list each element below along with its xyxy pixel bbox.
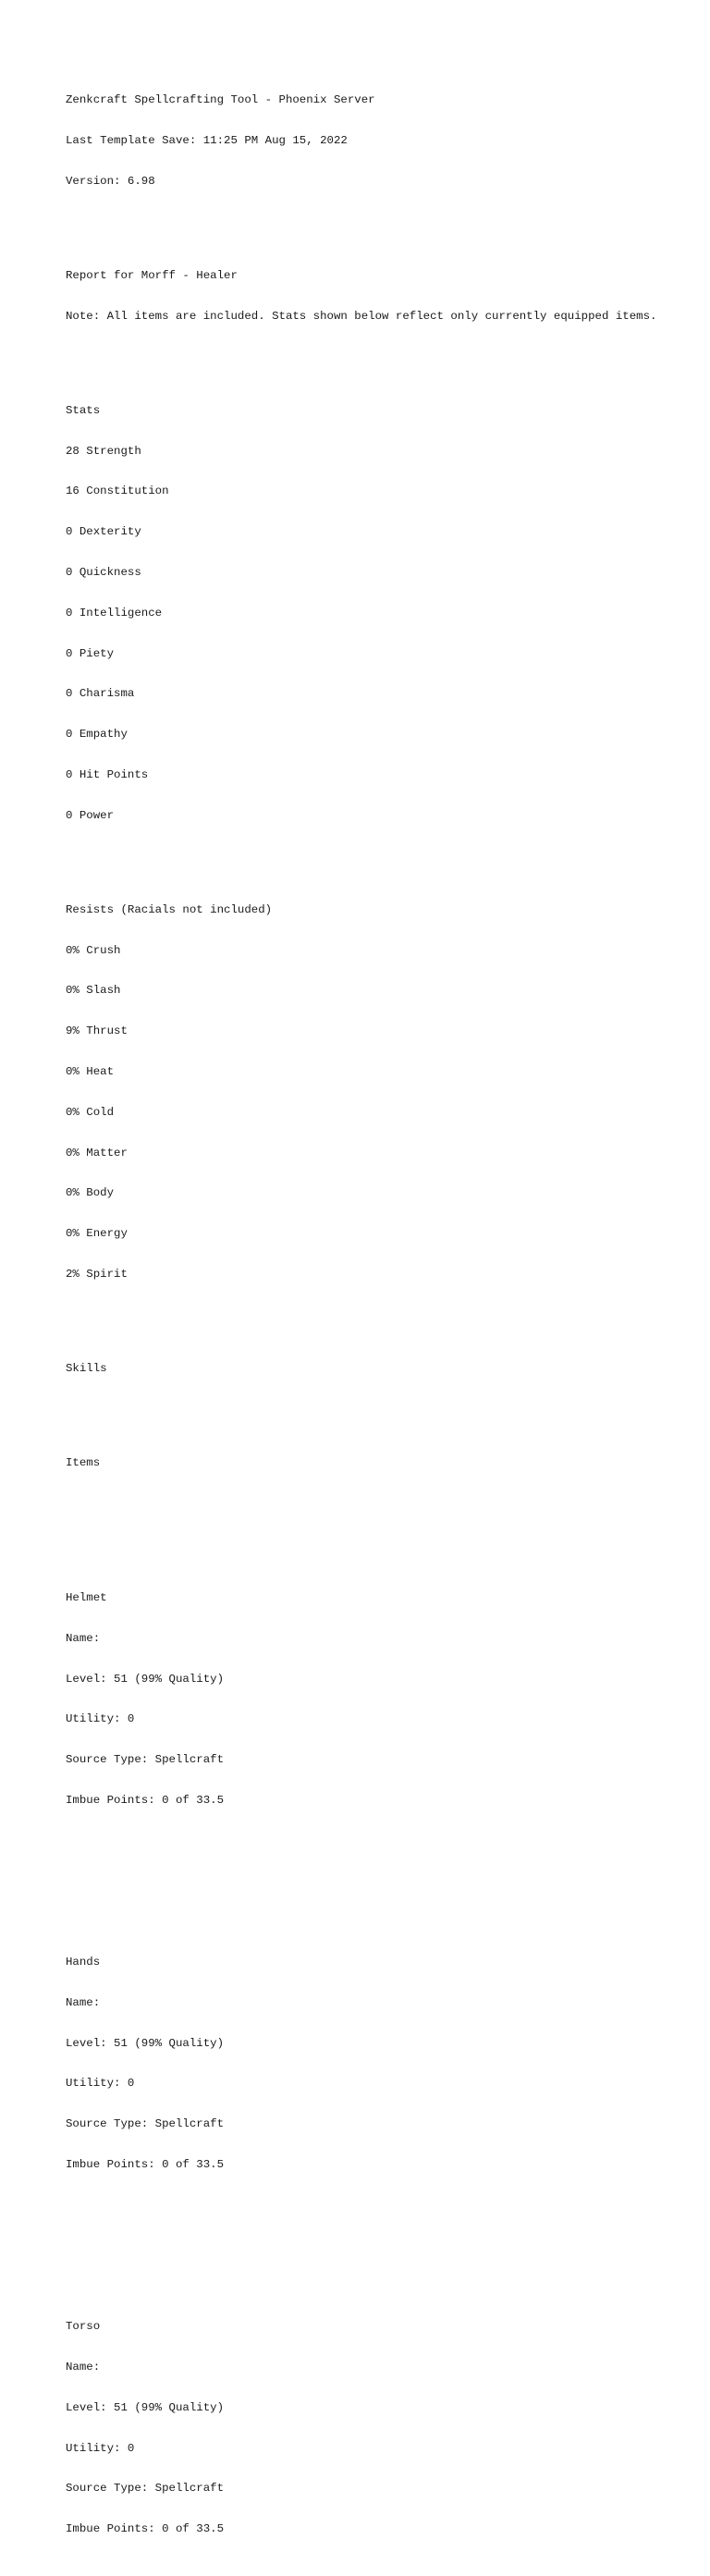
item-name: Name: bbox=[66, 1631, 101, 1645]
version-line: Version: 6.98 bbox=[66, 174, 155, 188]
stat-line: 0 Charisma bbox=[66, 687, 135, 701]
stat-line: 0 Quickness bbox=[66, 565, 141, 579]
stat-line: 0 Empathy bbox=[66, 728, 128, 742]
item-level: Level: 51 (99% Quality) bbox=[66, 2400, 225, 2414]
item-utility: Utility: 0 bbox=[66, 1712, 135, 1726]
resist-line: 0% Slash bbox=[66, 984, 121, 998]
report-document bbox=[66, 67, 657, 2576]
item-imbue: Imbue Points: 0 of 33.5 bbox=[66, 2158, 225, 2172]
item-source: Source Type: Spellcraft bbox=[66, 2117, 225, 2131]
item-block-helmet bbox=[66, 1564, 657, 1834]
resists-heading: Resists (Racials not included) bbox=[66, 902, 273, 916]
item-utility: Utility: 0 bbox=[66, 2077, 135, 2091]
resist-line: 0% Energy bbox=[66, 1227, 128, 1241]
item-level: Level: 51 (99% Quality) bbox=[66, 2036, 225, 2050]
item-imbue: Imbue Points: 0 of 33.5 bbox=[66, 1794, 225, 1807]
stat-line: 28 Strength bbox=[66, 444, 141, 458]
resist-line: 2% Spirit bbox=[66, 1267, 128, 1281]
item-slot: Helmet bbox=[66, 1591, 107, 1605]
item-source: Source Type: Spellcraft bbox=[66, 2482, 225, 2496]
stat-line: 16 Constitution bbox=[66, 485, 169, 498]
skills-heading: Skills bbox=[66, 1362, 107, 1375]
resist-line: 0% Body bbox=[66, 1186, 115, 1200]
item-level: Level: 51 (99% Quality) bbox=[66, 1672, 225, 1686]
item-name: Name: bbox=[66, 2360, 101, 2374]
item-imbue: Imbue Points: 0 of 33.5 bbox=[66, 2522, 225, 2536]
resist-line: 9% Thrust bbox=[66, 1024, 128, 1038]
item-utility: Utility: 0 bbox=[66, 2441, 135, 2455]
stat-line: 0 Dexterity bbox=[66, 525, 141, 539]
item-block-hands bbox=[66, 1929, 657, 2199]
stat-line: 0 Piety bbox=[66, 646, 115, 660]
report-note: Note: All items are included. Stats shown below reflect only currently equipped items. bbox=[66, 309, 657, 323]
last-save-line: Last Template Save: 11:25 PM Aug 15, 2022 bbox=[66, 133, 348, 147]
item-slot: Hands bbox=[66, 1956, 101, 1969]
stat-line: 0 Intelligence bbox=[66, 606, 163, 619]
item-name: Name: bbox=[66, 1995, 101, 2009]
item-block-torso bbox=[66, 2293, 657, 2563]
report-title: Report for Morff - Healer bbox=[66, 268, 238, 282]
item-source: Source Type: Spellcraft bbox=[66, 1753, 225, 1767]
resist-line: 0% Heat bbox=[66, 1064, 115, 1078]
resist-line: 0% Cold bbox=[66, 1105, 115, 1119]
stat-line: 0 Hit Points bbox=[66, 767, 149, 781]
items-heading: Items bbox=[66, 1456, 101, 1470]
item-slot: Torso bbox=[66, 2320, 101, 2334]
stats-heading: Stats bbox=[66, 403, 101, 417]
resist-line: 0% Matter bbox=[66, 1146, 128, 1159]
stat-line: 0 Power bbox=[66, 808, 115, 822]
resist-line: 0% Crush bbox=[66, 943, 121, 957]
tool-title: Zenkcraft Spellcrafting Tool - Phoenix Server bbox=[66, 93, 375, 107]
